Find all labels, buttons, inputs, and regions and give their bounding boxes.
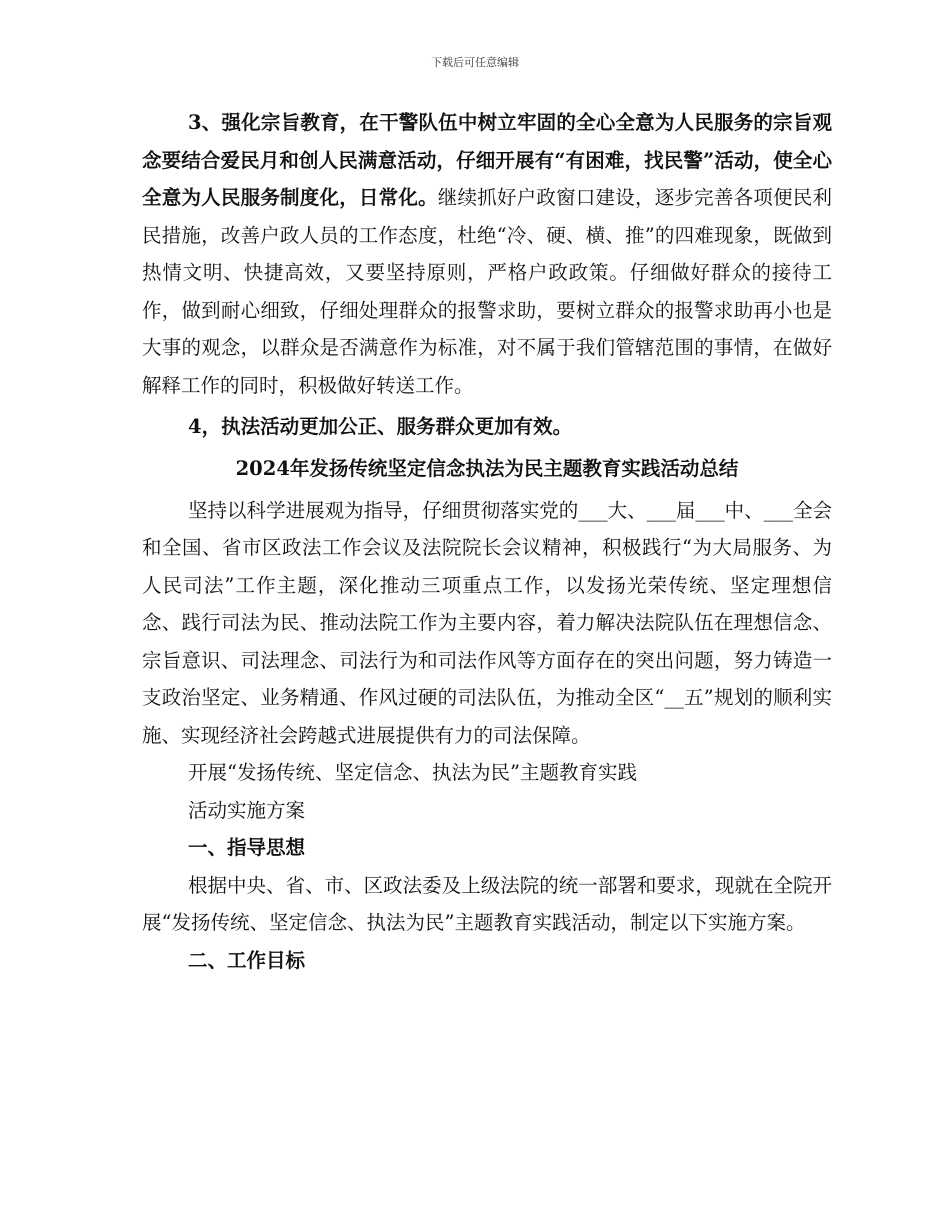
- page-header-note: 下载后可任意编辑: [431, 56, 519, 69]
- document-body: [142, 104, 832, 979]
- section-4-heading: 4，执法活动更加公正、服务群众更加有效。: [188, 415, 573, 438]
- plan-title-line-1: 开展“发扬传统、坚定信念、执法为民”主题教育实践: [188, 761, 637, 784]
- section-3-normal-text: 继续抓好户政窗口建设，逐步完善各项便民利民措施，改善户政人员的工作态度，杜绝“冷、硬、横、推”的四难现象，既做到热情文明、快捷高效，又要坚持原则，严格户政政策。仔细做好群众的接待工作，做到耐心细致，仔细处理群众的报警求助，要树立群众的报警求助再小也是大事的观念，以群众是否满意作为标准，对不属于我们管辖范围的事情，在做好解释工作的同时，积极做好转送工作。: [142, 186, 832, 397]
- section-3-paragraph: [142, 104, 832, 404]
- plan-title-line-2: 活动实施方案: [188, 798, 306, 822]
- guide-paragraph: 根据中央、省、市、区政法委及上级法院的统一部署和要求，现就在全院开展“发扬传统、坚定信念、执法为民”主题教育实践活动，制定以下实施方案。: [142, 873, 832, 934]
- intro-paragraph: 坚持以科学进展观为指导，仔细贯彻落实党的___大、___届___中、___全会和全国、省市区政法工作会议及法院院长会议精神，积极践行“为大局服务、为人民司法”工作主题，深化推动三项重点工作，以发扬光荣传统、坚定理想信念、践行司法为民、推动法院工作为主要内容，着力解决法院队伍在理想信念、宗旨意识、司法理念、司法行为和司法作风等方面存在的突出问题，努力铸造一支政治坚定、业务精通、作风过硬的司法队伍，为推动全区“__五”规划的顺利实施、实现经济社会跨越式进展提供有力的司法保障。: [142, 498, 832, 747]
- heading-work-goals: 二、工作目标: [188, 948, 306, 972]
- document-title: 2024年发扬传统坚定信念执法为民主题教育实践活动总结: [235, 456, 739, 480]
- section-3-bold-text: 3、强化宗旨教育，在干警队伍中树立牢固的全心全意为人民服务的宗旨观念要结合爱民月和创人民满意活动，仔细开展有“有困难，找民警”活动，使全心全意为人民服务制度化，日常化。: [142, 111, 832, 209]
- heading-guiding-thought: 一、指导思想: [188, 836, 306, 859]
